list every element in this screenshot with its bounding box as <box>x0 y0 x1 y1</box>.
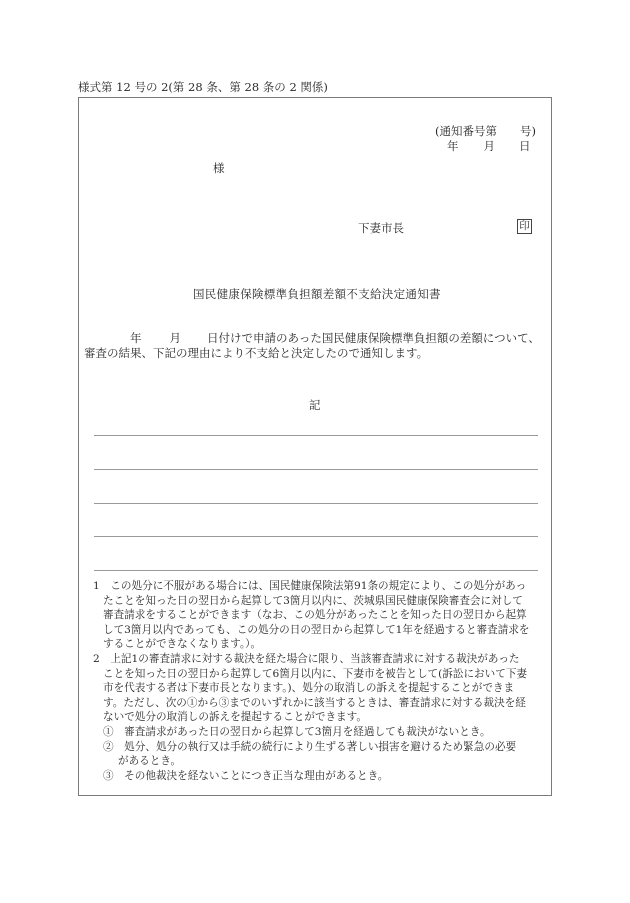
body-line-1 <box>130 330 540 346</box>
reason-line <box>94 435 538 436</box>
notice-number: (通知番号第 号) <box>435 124 536 138</box>
document-title: 国民健康保険標準負担額差額不支給決定通知書 <box>193 287 441 301</box>
date-year: 年 <box>447 139 459 153</box>
note-line: 市を代表する者は下妻市長となります。)、処分の取消しの訴えを提起することができま <box>103 682 515 695</box>
body-year: 年 <box>130 331 142 345</box>
note-line: す。ただし、次の①から③までのいずれかに該当するときは、審査請求に対する裁決を経 <box>103 696 526 709</box>
body-line-1-text: 日付けで申請のあった国民健康保険標準負担額の差額について、 <box>207 331 540 345</box>
note-2-conditions <box>93 725 553 783</box>
note-line: ないで処分の取消しの訴えを提起することができます。 <box>103 711 367 724</box>
reason-line <box>94 570 538 571</box>
body-line-2: 審査の結果、下記の理由により不支給と決定したので通知します。 <box>84 346 429 360</box>
addressee: 様 <box>213 161 225 175</box>
date-month: 月 <box>483 139 495 153</box>
note-line: たことを知った日の翌日から起算して3箇月以内に、茨城県国民健康保険審査会に対して <box>103 594 523 607</box>
reason-line <box>94 536 538 537</box>
note-line: して3箇月以内であっても、この処分の日の翌日から起算して1年を経過すると審査請求を <box>103 623 530 636</box>
condition-item-2: ② 処分、処分の執行又は手続の続行により生ずる著しい損害を避けるため緊急の必要 <box>103 740 517 753</box>
note-2 <box>93 652 553 725</box>
note-line: 審査請求をすることができます（なお、この処分があったことを知った日の翌日から起算 <box>103 609 527 622</box>
form-label: 様式第 12 号の 2(第 28 条、第 28 条の 2 関係) <box>78 80 328 94</box>
ki-heading: 記 <box>309 398 321 412</box>
reason-line <box>94 503 538 504</box>
note-1 <box>93 579 553 652</box>
condition-item-2-cont: があるとき。 <box>118 755 182 768</box>
body-month: 月 <box>169 331 181 345</box>
seal-mark: 印 <box>517 219 532 234</box>
note-line: 2 上記1の審査請求に対する裁決を経た場合に限り、当該審査請求に対する裁決があった <box>93 652 520 665</box>
issue-date <box>447 138 531 154</box>
condition-item-1: ① 審査請求があった日の翌日から起算して3箇月を経過しても裁決がないとき。 <box>103 725 491 738</box>
condition-item-3: ③ その他裁決を経ないことにつき正当な理由があるとき。 <box>103 769 389 782</box>
date-day: 日 <box>519 139 531 153</box>
note-line: 1 この処分に不服がある場合には、国民健康保険法第91条の規定により、この処分があっ <box>93 580 527 592</box>
note-line: ことを知った日の翌日から起算して6箇月以内に、下妻市を被告として(訴訟において下妻 <box>103 667 528 680</box>
note-line: することができなくなります。）。 <box>103 638 262 651</box>
reason-line <box>94 469 538 470</box>
notes <box>93 579 553 783</box>
issuer: 下妻市長 <box>358 221 404 235</box>
